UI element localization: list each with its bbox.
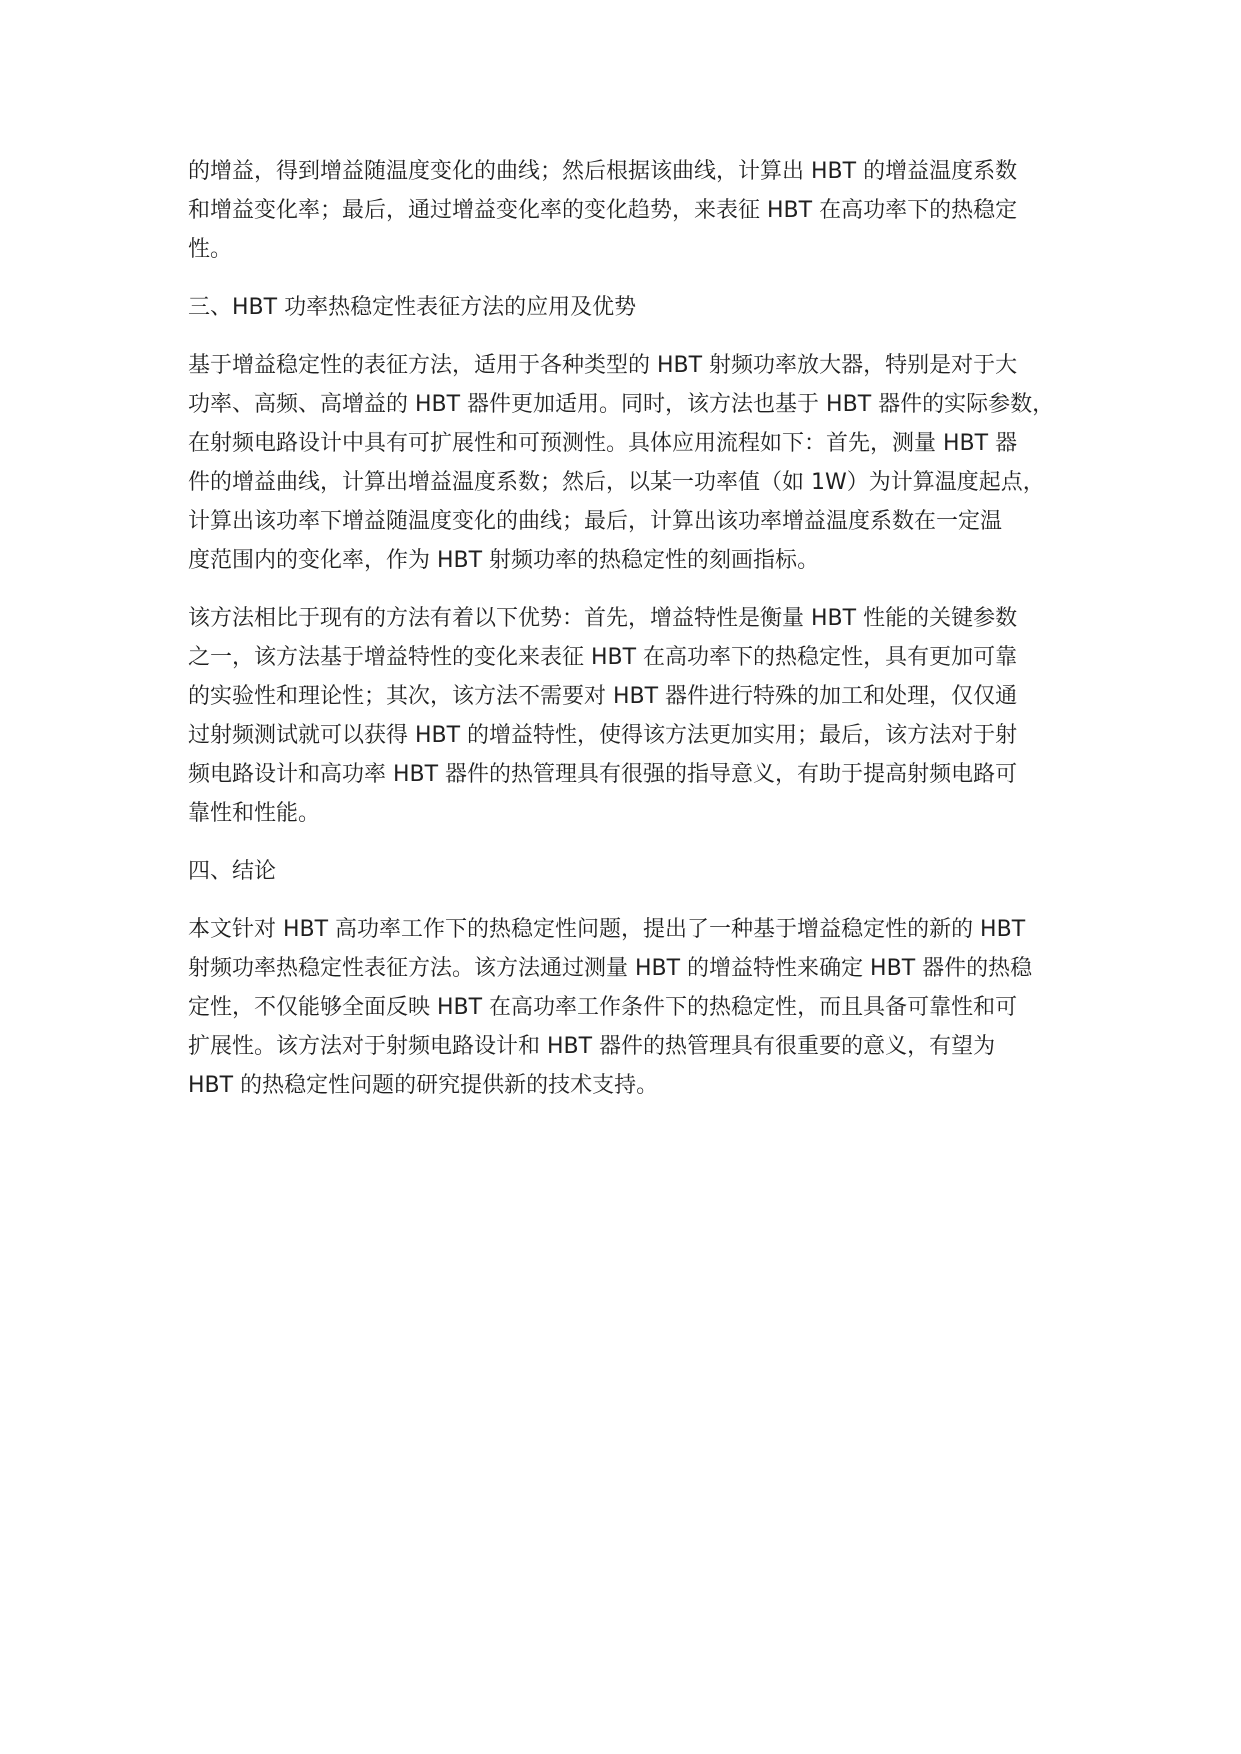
paragraph-spacer	[188, 580, 1088, 599]
document-body	[188, 152, 1088, 1105]
text-line: 定性，不仅能够全面反映 HBT 在高功率工作条件下的热稳定性，而且具备可靠性和可	[188, 995, 1018, 1020]
paragraph-application	[188, 346, 1088, 580]
paragraph-spacer	[188, 891, 1088, 910]
text-line: 频电路设计和高功率 HBT 器件的热管理具有很强的指导意义，有助于提高射频电路可	[188, 762, 1018, 787]
text-line: 扩展性。该方法对于射频电路设计和 HBT 器件的热管理具有很重要的意义，有望为	[188, 1034, 996, 1059]
text-line: 在射频电路设计中具有可扩展性和可预测性。具体应用流程如下：首先，测量 HBT 器	[188, 431, 1018, 456]
text-line: 性。	[188, 237, 233, 262]
paragraph-conclusion	[188, 910, 1088, 1105]
text-line: 计算出该功率下增益随温度变化的曲线；最后，计算出该功率增益温度系数在一定温	[188, 509, 1003, 534]
paragraph-advantages	[188, 599, 1088, 833]
text-line: HBT 的热稳定性问题的研究提供新的技术支持。	[188, 1073, 659, 1098]
text-line: 功率、高频、高增益的 HBT 器件更加适用。同时，该方法也基于 HBT 器件的实际参数，	[188, 392, 1055, 417]
text-line: 的实验性和理论性；其次，该方法不需要对 HBT 器件进行特殊的加工和处理，仅仅通	[188, 684, 1018, 709]
paragraph-intro-continuation	[188, 152, 1088, 269]
section-heading-3	[188, 288, 1088, 327]
text-line: 本文针对 HBT 高功率工作下的热稳定性问题，提出了一种基于增益稳定性的新的 HBT	[188, 917, 1026, 942]
paragraph-spacer	[188, 833, 1088, 852]
text-line: 度范围内的变化率，作为 HBT 射频功率的热稳定性的刻画指标。	[188, 548, 820, 573]
paragraph-spacer	[188, 269, 1088, 288]
text-line: 的增益，得到增益随温度变化的曲线；然后根据该曲线，计算出 HBT 的增益温度系数	[188, 159, 1018, 184]
text-line: 件的增益曲线，计算出增益温度系数；然后，以某一功率值（如 1W）为计算温度起点，	[188, 470, 1045, 495]
section-heading-4	[188, 852, 1088, 891]
section-heading-text: 三、HBT 功率热稳定性表征方法的应用及优势	[188, 295, 637, 320]
text-line: 之一，该方法基于增益特性的变化来表征 HBT 在高功率下的热稳定性，具有更加可靠	[188, 645, 1018, 670]
text-line: 和增益变化率；最后，通过增益变化率的变化趋势，来表征 HBT 在高功率下的热稳定	[188, 198, 1018, 223]
text-line: 靠性和性能。	[188, 801, 321, 826]
text-line: 过射频测试就可以获得 HBT 的增益特性，使得该方法更加实用；最后，该方法对于射	[188, 723, 1018, 748]
text-line: 该方法相比于现有的方法有着以下优势：首先，增益特性是衡量 HBT 性能的关键参数	[188, 606, 1018, 631]
section-heading-text: 四、结论	[188, 859, 277, 884]
text-line: 基于增益稳定性的表征方法，适用于各种类型的 HBT 射频功率放大器，特别是对于大	[188, 353, 1018, 378]
text-line: 射频功率热稳定性表征方法。该方法通过测量 HBT 的增益特性来确定 HBT 器件的热稳	[188, 956, 1033, 981]
paragraph-spacer	[188, 327, 1088, 346]
